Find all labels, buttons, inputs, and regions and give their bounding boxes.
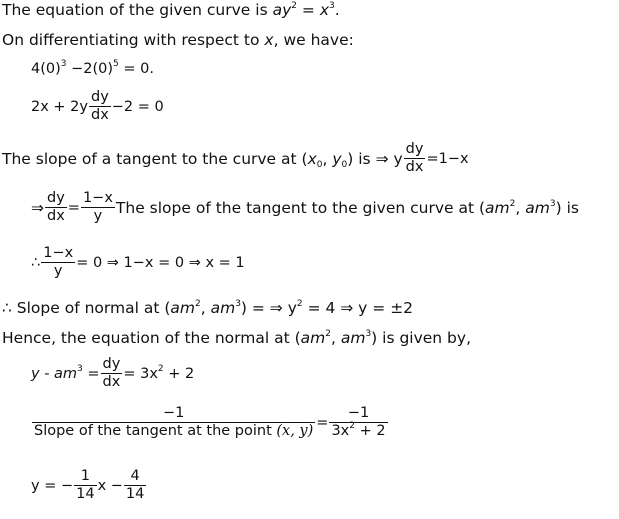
fraction-one-minus-x-over-y [41,245,75,280]
equation-line-12 [31,468,147,503]
fraction-dy-dx [404,141,426,176]
var: am [525,198,550,217]
numerator: −1 [329,405,387,423]
exp: 2 [291,1,297,11]
denominator: 14 [125,486,145,502]
fraction-1-over-14 [74,468,96,503]
var: am [340,329,366,347]
fraction-negative-reciprocal-slope [32,405,315,440]
text: ) is [555,198,579,217]
subscript: 0 [316,159,323,170]
text: The equation of the given curve is [2,1,273,19]
text: , [515,198,526,217]
denominator: dx [405,159,424,175]
text: = 4 ⇒ y = ±2 [302,299,414,317]
equation-line-10 [31,356,194,391]
text: y - am [31,365,78,382]
numerator: dy [90,89,109,105]
exp: 2 [157,363,164,374]
exp: 2 [194,299,201,309]
text: 2x + 2y [31,98,88,115]
numerator: 4 [124,468,146,486]
text: . [334,1,340,19]
text: On differentiating with respect to [2,31,265,49]
text: = 3x [123,365,158,382]
text: , [322,149,333,168]
statement-equation-normal [2,329,471,347]
text: ) is ⇒ y [347,149,403,168]
var: am [210,299,236,317]
denominator: Slope of the tangent at the point (x, y) [34,423,314,439]
equals: = [67,199,80,216]
text: The slope of the tangent to the given curve at ( [115,198,486,217]
exp: 3 [549,198,556,209]
denominator: $3x^2 + 2$ [331,421,386,439]
text: , we have: [273,31,354,49]
text: −2 = 0 [111,98,164,115]
exp: 2 [296,299,303,309]
text: ∴ Slope of normal at ( [2,299,171,317]
implies-symbol: ⇒ [31,198,44,217]
exp: 2 [325,329,331,339]
numerator: −1 [32,405,315,423]
fraction-dy-dx [101,356,123,391]
text: ) is given by, [371,329,471,347]
var: y [332,149,342,168]
var: x [319,1,330,19]
subscript: 0 [341,159,348,170]
numerator: dy [47,190,65,206]
var: x [307,149,317,168]
exp: 3 [77,363,83,374]
statement-curve-equation [2,1,340,19]
numerator: dy [405,141,424,157]
denominator: dx [102,374,121,390]
var: x [264,31,274,49]
fraction-one-minus-x-over-y [81,190,115,225]
denominator: 14 [76,486,95,502]
fraction-dy-dx [45,190,67,225]
text: = 0. [118,61,154,77]
equation-line-4 [31,89,164,124]
fraction-4-over-14 [124,468,146,503]
statement-slope-normal [2,299,413,317]
therefore-symbol: ∴ [31,254,41,271]
text: −2(0) [66,61,114,77]
text: The slope of a tangent to the curve at ( [2,149,308,168]
text: , [330,329,341,347]
statement-slope-given-curve [31,190,579,225]
denominator: y [53,263,63,279]
equation-line-7 [31,245,245,280]
denominator: dx [90,107,109,123]
numerator: 1−x [43,245,74,261]
var: am [300,329,326,347]
equation-line-3 [31,61,154,77]
denominator: dx [47,208,65,224]
fraction-negative-over-3x2-plus-2 [329,405,387,440]
text: = 0 ⇒ 1−x = 0 ⇒ x = 1 [76,254,245,271]
text: ) = ⇒ y [240,299,297,317]
var: am [170,299,195,317]
text: Hence, the equation of the normal at ( [2,329,301,347]
equals: = [316,414,329,431]
text: = [296,1,320,19]
exp: 3 [235,299,241,309]
statement-slope-tangent [2,141,469,176]
equation-line-11 [31,405,389,440]
text: + 2 [163,365,195,382]
var: ay [272,1,292,19]
text: x − [97,477,123,494]
numerator: 1−x [82,190,113,206]
numerator: 1 [74,468,96,486]
exp: 3 [365,329,372,339]
numerator: dy [102,356,121,372]
text: =1−x [426,150,469,167]
exp: 2 [509,198,516,209]
fraction-dy-dx [89,89,111,124]
text: , [200,299,211,317]
denominator: y [93,208,103,224]
var: am [485,198,510,217]
text: y = − [31,477,74,494]
text: = [82,365,100,382]
exp: 5 [113,59,119,69]
statement-differentiating [2,31,354,49]
exp: 3 [60,59,67,69]
exp: 3 [329,1,335,11]
text: 4(0) [31,61,61,77]
